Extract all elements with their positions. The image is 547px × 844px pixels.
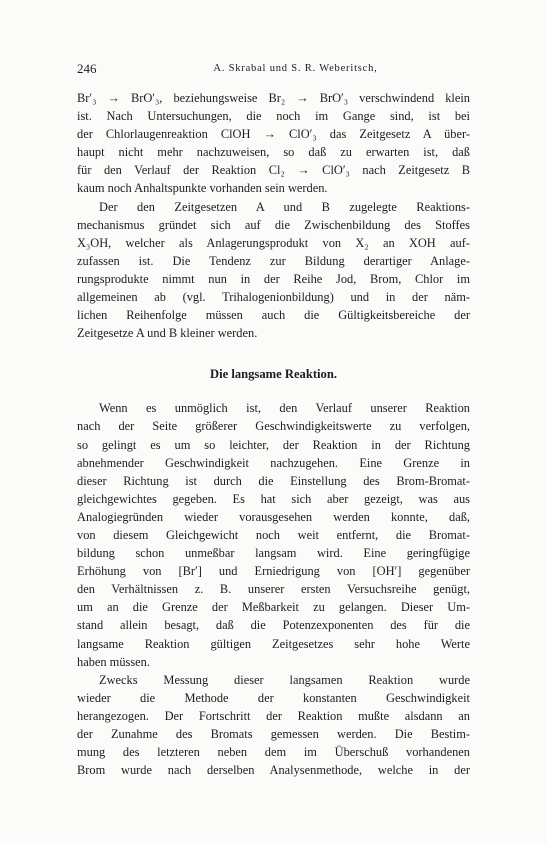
text-line: kaum noch Anhaltspunkte vorhanden sein werden.	[77, 181, 328, 196]
text-line: mechanismus gründet sich auf die Zwischenbildung des Stoffes	[77, 217, 470, 232]
text-line: Der den Zeitgesetzen A und B zugelegte Reaktions-	[99, 199, 470, 214]
page-number: 246	[77, 61, 97, 76]
text-line: mung des letzteren neben dem im Überschuß vorhandenen	[77, 745, 470, 760]
text-line: herangezogen. Der Fortschritt der Reaktion mußte alsdann an	[77, 708, 470, 723]
page-header	[77, 61, 474, 79]
text-line: bildung schon unmeßbar langsam wird. Eine geringfügige	[77, 546, 470, 561]
section-heading: Die langsame Reaktion.	[210, 367, 337, 382]
text-line: haupt nicht mehr nachzuweisen, so daß zu erwarten ist, daß	[77, 145, 470, 160]
text-line: Zwecks Messung dieser langsamen Reaktion wurde	[99, 672, 470, 687]
text-line: gleichgewichtes gegeben. Es hat sich aber gezeigt, was aus	[77, 491, 470, 506]
text-line: den Verhältnissen z. B. unserer ersten Versuchsreihe genügt,	[77, 582, 470, 597]
text-line: Erhöhung von [Br′] und Erniedrigung von [OH′] gegenüber	[77, 564, 470, 579]
text-line: um an die Grenze der Meßbarkeit zu gelangen. Dieser Um-	[77, 600, 470, 615]
text-line: ist. Nach Untersuchungen, die noch im Gange sind, ist bei	[77, 109, 470, 124]
running-head: A. Skrabal und S. R. Weberitsch,	[213, 63, 378, 74]
text-line: abnehmender Geschwindigkeit nachzugehen. Eine Grenze in	[77, 455, 470, 470]
text-line: nach der Seite größerer Geschwindigkeitswerte zu verfolgen,	[77, 419, 470, 434]
text-line: von diesem Gleichgewicht noch weit entfernt, die Bromat-	[77, 527, 470, 542]
text-line: der Chlorlaugenreaktion ClOH → ClO′₃ das Zeitgesetz A über-	[77, 127, 470, 142]
text-line: wieder die Methode der konstanten Geschwindigkeit	[77, 690, 470, 705]
text-line: rungsprodukte nimmt nun in der Reihe Jod, Brom, Chlor im	[77, 271, 470, 286]
text-line: X₃OH, welcher als Anlagerungsprodukt von X₂ an XOH auf-	[77, 235, 470, 250]
text-line: Br′₃ → BrO′₃, beziehungsweise Br₂ → BrO′₃ verschwindend klein	[77, 91, 470, 105]
text-line: Zeitgesetze A und B kleiner werden.	[77, 326, 258, 341]
text-line: dieser Richtung ist durch die Einstellung des Brom-Bromat-	[77, 473, 470, 488]
text-line: so gelingt es um so leichter, der Reaktion in der Richtung	[77, 437, 470, 452]
body-text	[77, 89, 470, 779]
text-line: Wenn es unmöglich ist, den Verlauf unserer Reaktion	[99, 401, 470, 416]
text-line: allgemeinen ab (vgl. Trihalogenionbildung) und in der näm-	[77, 290, 470, 305]
text-line: für den Verlauf der Reaktion Cl₂ → ClO′₃ nach Zeitgesetz B	[77, 163, 470, 178]
text-line: Brom wurde nach derselben Analysenmethode, welche in der	[77, 763, 470, 778]
text-line: langsame Reaktion gültigen Zeitgesetzes sehr hohe Werte	[77, 636, 470, 651]
text-line: der Zunahme des Bromats gemessen werden. Die Bestim-	[77, 727, 470, 741]
text-line: Analogiegründen wieder vorausgesehen werden konnte, daß,	[77, 509, 470, 524]
text-line: haben müssen.	[77, 654, 150, 669]
text-line: lichen Reihenfolge müssen auch die Gültigkeitsbereiche der	[77, 308, 470, 323]
text-line: stand allein besagt, daß die Potenzexponenten des für die	[77, 618, 470, 633]
text-line: zufassen ist. Die Tendenz zur Bildung derartiger Anlage-	[77, 253, 470, 268]
